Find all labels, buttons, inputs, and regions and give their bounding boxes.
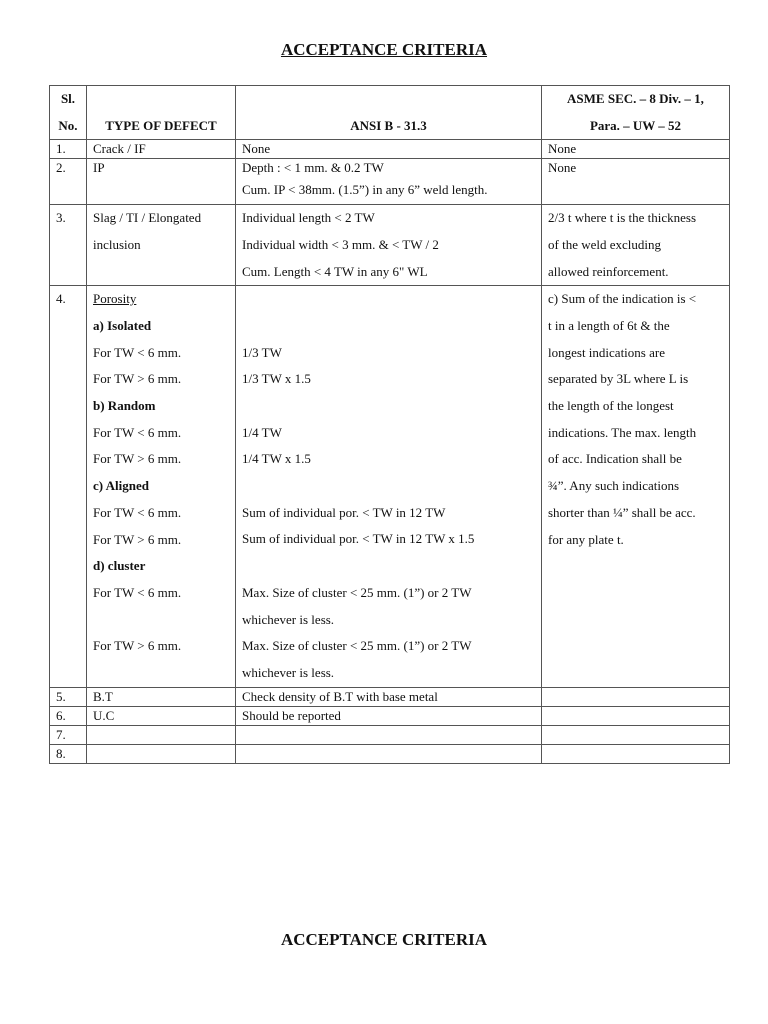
row-ansi: Should be reported xyxy=(236,706,542,725)
header-ansi: ANSI B - 31.3 xyxy=(236,86,542,140)
row-asme xyxy=(542,687,730,706)
row-sl: 1. xyxy=(50,140,87,159)
row-type xyxy=(87,744,236,763)
table-row xyxy=(50,725,730,744)
row-sl: 7. xyxy=(50,725,87,744)
table-row xyxy=(50,159,730,205)
row-asme xyxy=(542,706,730,725)
row-type: Slag / TI / Elongated inclusion xyxy=(87,205,236,286)
table-row xyxy=(50,687,730,706)
row-sl: 8. xyxy=(50,744,87,763)
row-type: IP xyxy=(87,159,236,205)
row-sl: 3. xyxy=(50,205,87,286)
row-asme: c) Sum of the indication is < t in a length of 6t & the longest indications are separated by 3L where L is the length of the longest indications. The max. length of acc. Indication shall be ¾”. Any such indications shorter than ¼” shall be acc. for any plate t. xyxy=(542,286,730,688)
row-sl: 5. xyxy=(50,687,87,706)
row-type: U.C xyxy=(87,706,236,725)
row-ansi: 1/3 TW 1/3 TW x 1.5 1/4 TW 1/4 TW x 1.5 Sum of individual por. < TW in 12 TW Sum of individual por. < TW in 12 TW x 1.5 Max. Size of cluster < 25 mm. (1”) or 2 TW whichever is less. Max. Size of cluster < 25 mm. (1”) or 2 TW whichever is less. xyxy=(236,286,542,688)
acceptance-criteria-table xyxy=(49,85,730,764)
row-ansi: Depth : < 1 mm. & 0.2 TW Cum. IP < 38mm. (1.5”) in any 6” weld length. xyxy=(236,159,542,205)
row-type xyxy=(87,725,236,744)
header-asme: ASME SEC. – 8 Div. – 1, Para. – UW – 52 xyxy=(542,86,730,140)
page-title-bottom: ACCEPTANCE CRITERIA xyxy=(280,930,488,949)
table-row xyxy=(50,205,730,286)
page-title: ACCEPTANCE CRITERIA xyxy=(280,40,488,59)
table-row xyxy=(50,706,730,725)
row-sl: 2. xyxy=(50,159,87,205)
table-header-row xyxy=(50,86,730,140)
header-type-of-defect: TYPE OF DEFECT xyxy=(87,86,236,140)
table-row xyxy=(50,744,730,763)
row-asme xyxy=(542,725,730,744)
row-ansi: Individual length < 2 TW Individual width < 3 mm. & < TW / 2 Cum. Length < 4 TW in any 6" WL xyxy=(236,205,542,286)
row-ansi: None xyxy=(236,140,542,159)
row-sl: 6. xyxy=(50,706,87,725)
row-asme: None xyxy=(542,140,730,159)
row-ansi xyxy=(236,744,542,763)
row-asme: 2/3 t where t is the thickness of the weld excluding allowed reinforcement. xyxy=(542,205,730,286)
row-type: B.T xyxy=(87,687,236,706)
row-ansi xyxy=(236,725,542,744)
table-row-porosity xyxy=(50,286,730,688)
row-type: Porosity a) Isolated For TW < 6 mm. For TW > 6 mm. b) Random For TW < 6 mm. For TW > 6 mm. c) Aligned For TW < 6 mm. For TW > 6 mm. d) cluster For TW < 6 mm. For TW > 6 mm. xyxy=(87,286,236,688)
row-asme xyxy=(542,744,730,763)
table-row xyxy=(50,140,730,159)
row-ansi: Check density of B.T with base metal xyxy=(236,687,542,706)
header-sl-no: Sl. No. xyxy=(50,86,87,140)
row-sl: 4. xyxy=(50,286,87,688)
row-asme: None xyxy=(542,159,730,205)
row-type: Crack / IF xyxy=(87,140,236,159)
